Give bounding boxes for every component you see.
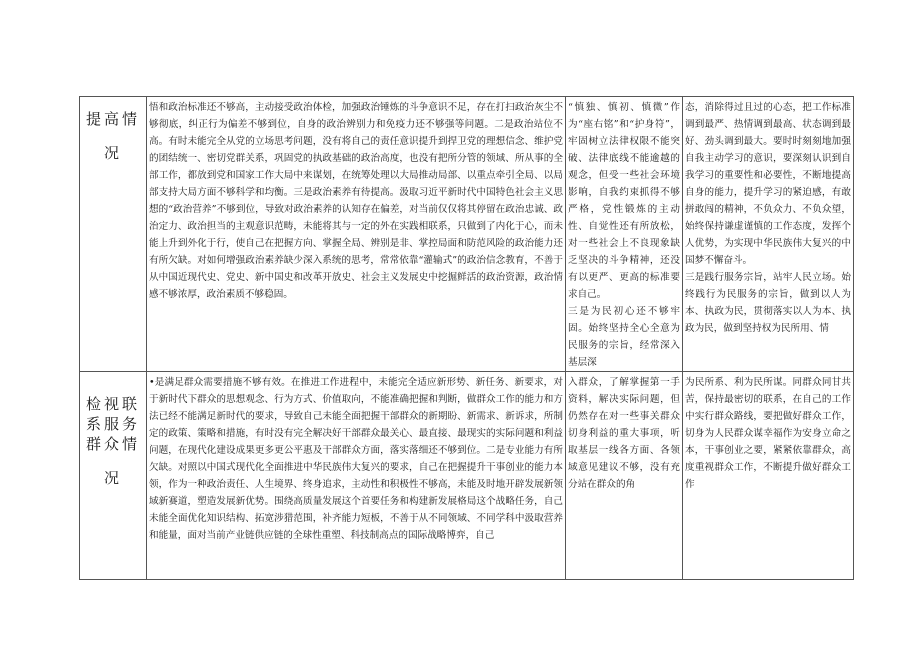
cell-text: •是满足群众需要措施不够有效。在推进工作进程中，未能完全适应新形势、新任务、新要求，对于新时代下群众的思想观念、行为方式、价值取向，不能准确把握和判断，做群众工作的能力和方法已经不能满足新时代的要求，导致自己未能全面把握干部群众的新期盼、新需求、新诉求，所制定的政策、策略和措施，有时没有完全解决好干部群众最关心、最直接、最现实的实际问题和利益问题，在现代化建设成果更多更公平惠及干部群众方面，落实落细还不够到位。二是专业能力有所欠缺。对照以中国式现代化全面推进中华民族伟大复兴的要求，自己在把握提升干事创业的能力本领，作为一种政治责任、人生境界、终身追求，主动性和积极性不够高，未能及时地开辟发展新领域新赛道，塑造发展新优势。围绕高质量发展这个首要任务和构建新发展格局这个战略任务，自己未能全面优化知识结构、拓宽涉猎范围，补齐能力短板，不善于从不同领域、不同学科中汲取营养和能量，面对当前产业链供应链的全球性重塑、科技制高点的国际战略博弈，自己 bbox=[149, 377, 563, 541]
row-heading-line2: 况 bbox=[103, 469, 122, 487]
text-cell bbox=[566, 97, 683, 372]
row-heading-line1: 提高情 bbox=[85, 110, 140, 128]
text-cell bbox=[683, 97, 854, 372]
text-cell bbox=[683, 372, 854, 580]
text-cell bbox=[566, 372, 683, 580]
row-heading-cell bbox=[80, 97, 147, 372]
row-heading-line1: 检视联系服务群众情 bbox=[85, 395, 140, 453]
table-row bbox=[80, 97, 854, 372]
text-cell bbox=[147, 372, 566, 580]
table-row bbox=[80, 372, 854, 580]
cell-text: “慎独、慎初、慎微”作为“座右铭”和“护身符”，牢固树立法律权限不能突破、法律底线不能逾越的观念，但受一些社会环境影响，自我约束抓得不够严格，党性锻炼的主动性、自觉性还有所放松，对一些社会上不良现象缺乏坚决的斗争精神，还没有以更严、更高的标准要求自己。 三是为民初心还不够牢固。始终坚持全心全意为民服务的宗旨，经常深入基层深 bbox=[568, 102, 680, 368]
cell-text: 态，消除得过且过的心态，把工作标准调到最严、热情调到最高、状态调到最好、劲头调到最大。要时时刻刻地加强自我主动学习的意识，要深刻认识到自我学习的重要性和必要性，不断地提高自身的能力，提升学习的紧迫感，有敢拼敢闯的精神，不负众力、不负众望，始终保持谦虚谨慎的工作态度，发挥个人优势，为实现中华民族伟大复兴的中国梦不懈奋斗。 三是践行服务宗旨，站牢人民立场。始终践行为民服务的宗旨，做到以人为本、执政为民，贯彻落实以人为本、执政为民，做到坚持权为民所用、情 bbox=[685, 102, 851, 334]
row-heading-cell bbox=[80, 372, 147, 580]
review-table bbox=[79, 96, 854, 580]
row-heading-line2: 况 bbox=[103, 144, 122, 162]
text-cell bbox=[147, 97, 566, 372]
cell-text: 悟和政治标准还不够高，主动接受政治体检，加强政治锤炼的斗争意识不足，存在打扫政治灰尘不够彻底，纠正行为偏差不够到位，自身的政治辨别力和免疫力还不够强等问题。二是政治站位不高。有时未能完全从党的立场思考问题，没有将自己的责任意识提升到捍卫党的理想信念、维护党的团结统一、密切党群关系，巩固党的执政基础的政治高度，也没有把所分管的领域、所从事的全部工作，都放到党和国家工作大局中来谋划，在统筹处理以大局推动局部、以重点牵引全局、以局部支持大局方面不够科学和均衡。三是政治素养有待提高。汲取习近平新时代中国特色社会主义思想的“政治营养”不够到位，导致对政治素养的认知存在偏差，对当前仅仅将其停留在政治忠诚、政治定力、政治担当的主观意识范畴，未能将其与一定的外在实践相联系，只做到了内化于心，而未能上升到外化于行，使自己在把握方向、掌握全局、辨别是非、掌控局面和防范风险的政治能力还有所欠缺。对如何增强政治素养缺少深入系统的思考，常常依靠“灌输式”的政治信念教育，不善于从中国近现代史、党史、新中国史和改革开放史、社会主义发展史中挖掘鲜活的政治资源，政治情感不够浓厚，政治素质不够稳固。 bbox=[149, 102, 563, 300]
cell-text: 为民所系、利为民所谋。同群众同甘共苦，保持最密切的联系，在自己的工作中实行群众路线，要把做好群众工作，切身为人民群众谋幸福作为安身立命之本，干事创业之要，紧紧依靠群众，高度重视群众工作，不断提升做好群众工作 bbox=[685, 377, 851, 490]
cell-text: 入群众，了解掌握第一手资料，解决实际问题，但仍然存在对一些事关群众切身利益的重大事项，听取基层一线各方面、各领域意见建议不够，没有充分站在群众的角 bbox=[568, 377, 680, 490]
